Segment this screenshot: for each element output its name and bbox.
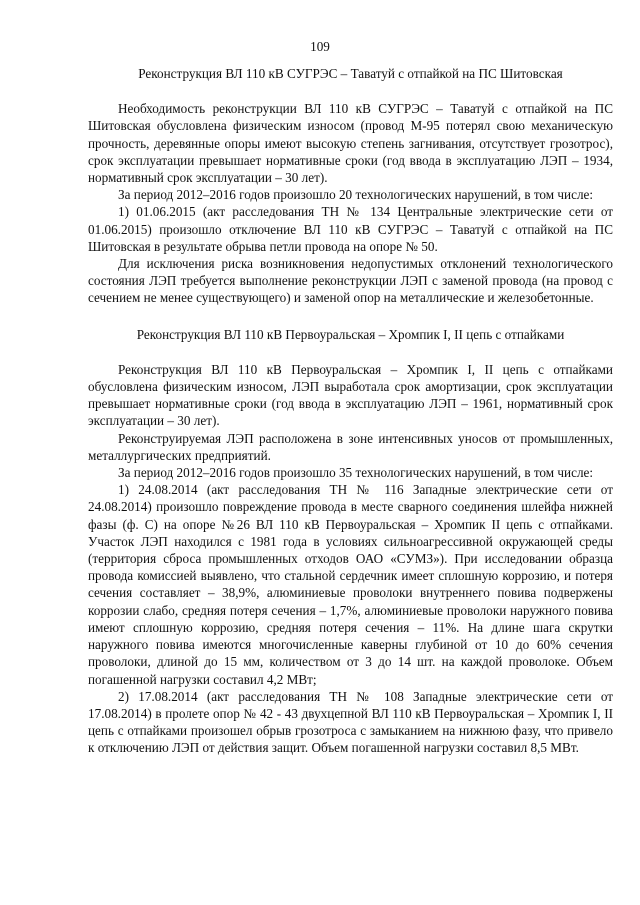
section1-heading: Реконструкция ВЛ 110 кВ СУГРЭС – Таватуй с отпайкой на ПС Шитовская [138,66,563,81]
section1-paragraph: Необходимость реконструкции ВЛ 110 кВ СУГРЭС – Таватуй с отпайкой на ПС Шитовская обусловлена физическим износом (провод М-95 потерял свою механическую прочность, деревянные опоры имеют высокую степень загнивания, отсутствует грозотрос), срок эксплуатации превышает нормативные сроки (год ввода в эксплуатацию ЛЭП – 1934, нормативный срок эксплуатации – 30 лет). [88,101,613,186]
section2-paragraph: Реконструкция ВЛ 110 кВ Первоуральская – Хромпик I, II цепь с отпайками обусловлена физическим износом, ЛЭП выработала срок амортизации, срок эксплуатации превышает нормативные сроки (год ввода в эксплуатацию ЛЭП – 1961, нормативный срок эксплуатации – 30 лет). [88,361,613,429]
section2-paragraph: 1) 24.08.2014 (акт расследования ТН № 116 Западные электрические сети от 24.08.2014) произошло повреждение провода в месте сварного соединения шлейфа нижней фазы (ф. С) на опоре №26 ВЛ 110 кВ Первоуральская – Хромпик II цепь с отпайками. Участок ЛЭП находился с 1981 года в условиях сильноагрессивной окружающей среды (территория сброса промышленных отходов ОАО «СУМЗ»). При исследовании образца провода комиссией выявлено, что стальной сердечник имеет сплошную коррозию, и потеря сечения составляет – 38,9%, алюминиевые проволоки внутреннего повива подвержены коррозии слабо, средняя потеря сечения – 1,7%, алюминиевые проволоки наружного повива имеют сплошную коррозию, средняя потеря сечения – 11%. На длине шага скрутки наружного повива имеются многочисленные каверны глубиной от 10 до 60% сечения проволоки, длиной до 15 мм, количеством от 3 до 14 шт. на каждой проволоке. Объем погашенной нагрузки составил 4,2 МВт; [88,482,613,687]
section2-heading: Реконструкция ВЛ 110 кВ Первоуральская – Хромпик I, II цепь с отпайками [136,326,565,342]
page-content [88,65,613,757]
section2-paragraph: За период 2012–2016 годов произошло 35 технологических нарушений, в том числе: [118,465,594,481]
section1-paragraph: За период 2012–2016 годов произошло 20 технологических нарушений, в том числе: [118,187,594,203]
section1-paragraph: 1) 01.06.2015 (акт расследования ТН № 134 Центральные электрические сети от 01.06.2015) произошло отключение ВЛ 110 кВ СУГРЭС – Таватуй с отпайкой на ПС Шитовская в результате обрыва петли провода на опоре № 50. [88,204,613,254]
section2-paragraph: Реконструируемая ЛЭП расположена в зоне интенсивных уносов от промышленных, металлургических предприятий. [88,430,613,463]
page-number: 109 [310,39,330,54]
section2-paragraph: 2) 17.08.2014 (акт расследования ТН № 108 Западные электрические сети от 17.08.2014) в пролете опор № 42 - 43 двухцепной ВЛ 110 кВ Первоуральская – Хромпик I, II цепь с отпайками произошел обрыв грозотроса с замыканием на нижнюю фазу, что привело к отключению ЛЭП от действия защит. Объем погашенной нагрузки составил 8,5 МВт. [88,688,613,756]
section1-paragraph: Для исключения риска возникновения недопустимых отклонений технологического состояния ЛЭП требуется выполнение реконструкции ЛЭП с заменой провода (на провод с сечением не менее существующего) и заменой опор на металлические и железобетонные. [88,256,613,306]
